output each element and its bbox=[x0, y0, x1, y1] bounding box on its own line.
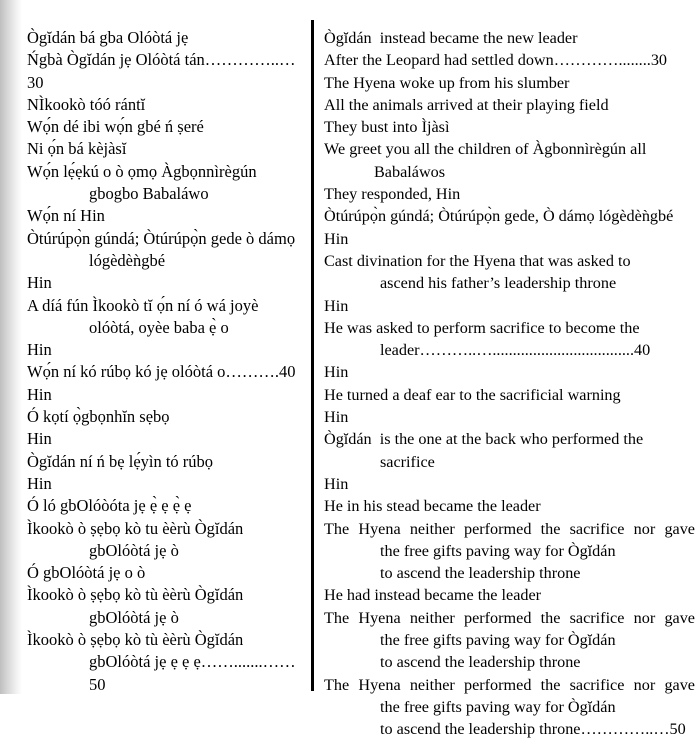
yoruba-line: Hin bbox=[27, 340, 52, 360]
yoruba-verse-column bbox=[0, 0, 313, 694]
english-line: Babaláwos bbox=[374, 162, 446, 181]
yoruba-line: Ó ló gbOlóòóta jẹ ẹ̀ ẹ ẹ̀ ẹ bbox=[27, 496, 192, 516]
yoruba-line: gbOlóòtá jẹ ẹ ẹ ẹ…….......……50 bbox=[89, 652, 296, 694]
yoruba-line: Ni ọ́n bá kèjàsĭ bbox=[27, 139, 127, 159]
yoruba-line: Ó gbOlóòtá jẹ o ò bbox=[27, 563, 146, 583]
yoruba-line: A díá fún Ìkookò tĭ ọ́n ní ó wá joyè bbox=[27, 295, 259, 315]
english-line: The Hyena neither performed the sacrifice nor gave bbox=[324, 519, 695, 538]
english-line: They responded, Hin bbox=[324, 185, 461, 204]
english-line: After the Leopard had settled down…………........30 bbox=[324, 51, 668, 70]
yoruba-line: lógèdèǹgbé bbox=[89, 250, 166, 270]
english-translation-column bbox=[313, 0, 699, 739]
english-line: He turned a deaf ear to the sacrificial warning bbox=[324, 385, 621, 404]
english-line: They bust into Ìjàsì bbox=[324, 118, 450, 137]
english-line: The Hyena woke up from his slumber bbox=[324, 73, 570, 92]
english-line: Hin bbox=[324, 363, 349, 382]
english-line: We greet you all the children of Àgbonnìrègún all bbox=[324, 140, 647, 159]
english-line: ascend his father’s leadership throne bbox=[380, 274, 617, 293]
yoruba-line: Ìkookò ò ṣẹbọ kò tù èèrù Ògĭdán bbox=[27, 630, 244, 650]
yoruba-line: Òtúrúpọ̀n gúndá; Òtúrúpọ̀n gede ò dámọ bbox=[27, 228, 296, 248]
english-line: the free gifts paving way for Ògĭdán bbox=[380, 697, 616, 716]
english-line: Hin bbox=[324, 408, 349, 427]
yoruba-line: Hin bbox=[27, 429, 52, 449]
yoruba-line: Hin bbox=[27, 384, 52, 404]
english-line: He had instead became the leader bbox=[324, 586, 542, 605]
english-line: He in his stead became the leader bbox=[324, 497, 541, 516]
english-line: the free gifts paving way for Ògĭdán bbox=[380, 631, 616, 650]
english-line: leader………..…...................................40 bbox=[380, 341, 651, 360]
english-line: Òtúrúpọ̀n gúndá; Òtúrúpọ̀n gede, Ò dámọ lógèdèǹgbé bbox=[324, 207, 674, 226]
yoruba-line: Ògĭdán ní ń bẹ lẹ́yìn tó rúbọ bbox=[27, 451, 214, 471]
english-line: Ògĭdán is the one at the back who performed the bbox=[324, 430, 644, 449]
english-line: Hin bbox=[324, 296, 349, 315]
english-line: All the animals arrived at their playing field bbox=[324, 95, 609, 114]
english-line: the free gifts paving way for Ògĭdán bbox=[380, 541, 616, 560]
english-line: Cast divination for the Hyena that was asked to bbox=[324, 251, 631, 270]
yoruba-line: Ìkookò ò ṣẹbọ kò tù èèrù Ògĭdán bbox=[27, 585, 244, 605]
english-line: to ascend the leadership throne…………..…50 bbox=[380, 720, 686, 739]
yoruba-line: gbOlóòtá jẹ ò bbox=[89, 540, 179, 560]
yoruba-line: Wọ́n lẹ́ẹkú o ò ọmọ Àgbọnnìrègún bbox=[27, 161, 257, 181]
yoruba-line: gbOlóòtá jẹ ò bbox=[89, 607, 179, 627]
english-line: to ascend the leadership throne bbox=[380, 653, 581, 672]
english-line: sacrifice bbox=[380, 452, 435, 471]
english-line: Hin bbox=[324, 229, 349, 248]
english-line: The Hyena neither performed the sacrifice nor gave bbox=[324, 675, 695, 694]
english-line: The Hyena neither performed the sacrifice nor gave bbox=[324, 608, 695, 627]
english-line: Ògĭdán instead became the new leader bbox=[324, 29, 578, 47]
yoruba-line: Hin bbox=[27, 473, 52, 493]
yoruba-line: Hin bbox=[27, 273, 52, 293]
english-line: Hin bbox=[324, 474, 349, 493]
english-line: to ascend the leadership throne bbox=[380, 564, 581, 583]
yoruba-line: Ó kọtí ọ̀gbọnhĭn sẹbọ bbox=[27, 407, 170, 427]
yoruba-line: Wọ́n ní Hin bbox=[27, 206, 105, 226]
english-line: He was asked to perform sacrifice to become the bbox=[324, 318, 640, 337]
yoruba-line: olóòtá, oyèe baba ẹ̀ o bbox=[89, 317, 229, 337]
yoruba-line: Ògĭdán bá gba Olóòtá jẹ bbox=[27, 28, 189, 47]
yoruba-line: gbogbo Babaláwo bbox=[89, 184, 209, 204]
yoruba-line: Ńgbà Ògĭdán jẹ Olóòtá tán…………..…30 bbox=[27, 50, 296, 92]
yoruba-line: Wọ́n ní kó rúbọ kó jẹ olóòtá o……….40 bbox=[27, 362, 296, 382]
yoruba-line: NÌkookò tóó rántĭ bbox=[27, 94, 146, 114]
yoruba-line: Ìkookò ò ṣẹbọ kò tu èèrù Ògĭdán bbox=[27, 518, 244, 538]
yoruba-line: Wọ́n dé ibi wọ́n gbé ń ṣeré bbox=[27, 117, 204, 137]
